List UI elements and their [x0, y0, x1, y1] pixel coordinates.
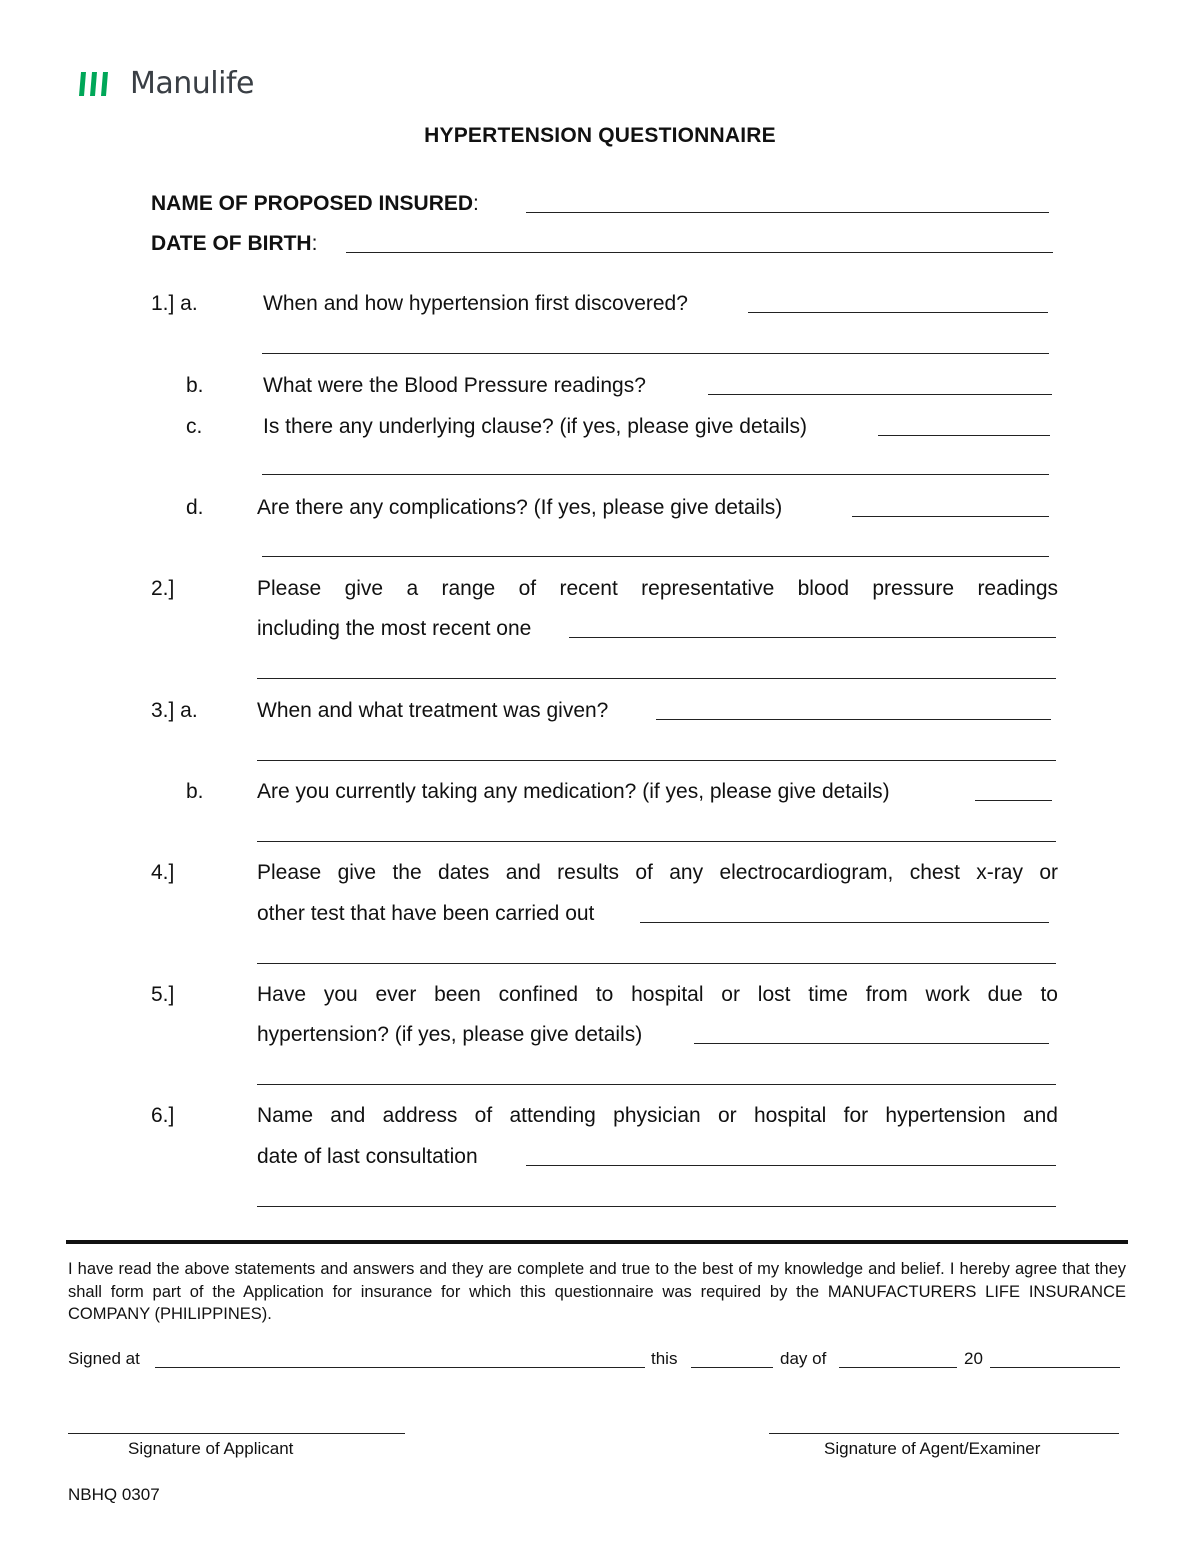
applicant-signature-field[interactable] — [68, 1433, 405, 1434]
q4-text-line1: Please give the dates and results of any electrocardiogram, chest x-ray or — [257, 861, 1058, 884]
signed-at-field[interactable] — [155, 1367, 645, 1368]
q3b-letter: b. — [186, 780, 204, 803]
q2-answer-field-2[interactable] — [257, 678, 1056, 679]
q2-text-line2: including the most recent one — [257, 617, 532, 640]
day-field[interactable] — [691, 1367, 773, 1368]
q1a-answer-field[interactable] — [748, 312, 1048, 313]
q4-number: 4.] — [151, 861, 175, 884]
q2-text-line1: Please give a range of recent representative blood pressure readings — [257, 577, 1058, 600]
q3b-answer-field[interactable] — [975, 800, 1052, 801]
year-prefix-label: 20 — [964, 1349, 983, 1368]
this-label: this — [651, 1349, 678, 1368]
q1d-answer-field-2[interactable] — [262, 556, 1049, 557]
dob-colon: : — [311, 232, 318, 255]
q1a-answer-field-2[interactable] — [262, 353, 1049, 354]
q1d-letter: d. — [186, 496, 204, 519]
q1b-text: What were the Blood Pressure readings? — [263, 374, 646, 397]
month-field[interactable] — [839, 1367, 957, 1368]
name-label: NAME OF PROPOSED INSURED — [151, 192, 474, 215]
q1-number: 1.] a. — [151, 292, 198, 315]
year-field[interactable] — [990, 1367, 1120, 1368]
name-label-row — [151, 193, 479, 214]
agent-signature-label: Signature of Agent/Examiner — [824, 1439, 1041, 1458]
declaration-text: I have read the above statements and answers and they are complete and true to the best of my knowledge and belief. I hereby agree that they shall form part of the Application for insurance for which this questionnaire was required by the MANUFACTURERS LIFE INSURANCE COMPANY (PHILIPPINES). — [68, 1260, 1126, 1323]
q3a-answer-field-2[interactable] — [257, 760, 1056, 761]
q6-answer-field-2[interactable] — [257, 1206, 1056, 1207]
brand-name: Manulife — [130, 66, 254, 101]
signed-at-label: Signed at — [68, 1349, 140, 1368]
name-field[interactable] — [526, 212, 1049, 213]
q6-text-line1: Name and address of attending physician or hospital for hypertension and — [257, 1104, 1058, 1127]
q4-answer-field[interactable] — [640, 922, 1049, 923]
q1d-text: Are there any complications? (If yes, please give details) — [257, 496, 783, 519]
name-colon: : — [473, 192, 479, 215]
q6-answer-field[interactable] — [526, 1165, 1056, 1166]
q4-text-line2: other test that have been carried out — [257, 902, 595, 925]
q2-number: 2.] — [151, 577, 175, 600]
q5-answer-field-2[interactable] — [257, 1084, 1056, 1085]
form-code: NBHQ 0307 — [68, 1485, 160, 1504]
q3b-answer-field-2[interactable] — [257, 841, 1056, 842]
q1c-text: Is there any underlying clause? (if yes, please give details) — [263, 415, 807, 438]
form-title: HYPERTENSION QUESTIONNAIRE — [424, 124, 776, 147]
dob-label: DATE OF BIRTH — [151, 232, 312, 255]
applicant-signature-label: Signature of Applicant — [128, 1439, 294, 1458]
q1c-answer-field[interactable] — [878, 435, 1050, 436]
q5-text-line2: hypertension? (if yes, please give details) — [257, 1023, 643, 1046]
day-of-label: day of — [780, 1349, 827, 1368]
q5-number: 5.] — [151, 983, 175, 1006]
q6-text-line2: date of last consultation — [257, 1145, 478, 1168]
q1c-letter: c. — [186, 415, 203, 438]
section-divider — [66, 1240, 1128, 1244]
q4-answer-field-2[interactable] — [257, 963, 1056, 964]
q1a-text: When and how hypertension first discovered? — [263, 292, 688, 315]
q1b-letter: b. — [186, 374, 204, 397]
q1c-answer-field-2[interactable] — [262, 474, 1049, 475]
dob-label-row — [151, 233, 317, 254]
q6-number: 6.] — [151, 1104, 175, 1127]
manulife-stripes-icon — [78, 70, 108, 98]
q1d-answer-field[interactable] — [852, 516, 1049, 517]
q3b-text: Are you currently taking any medication? (if yes, please give details) — [257, 780, 890, 803]
q5-answer-field[interactable] — [694, 1043, 1049, 1044]
agent-signature-field[interactable] — [769, 1433, 1119, 1434]
q1b-answer-field[interactable] — [708, 394, 1052, 395]
q2-answer-field[interactable] — [569, 637, 1056, 638]
q5-text-line1: Have you ever been confined to hospital or lost time from work due to — [257, 983, 1058, 1006]
q3-number: 3.] a. — [151, 699, 198, 722]
q3a-answer-field[interactable] — [656, 719, 1051, 720]
dob-field[interactable] — [346, 252, 1053, 253]
manulife-logo — [78, 66, 254, 101]
q3a-text: When and what treatment was given? — [257, 699, 609, 722]
